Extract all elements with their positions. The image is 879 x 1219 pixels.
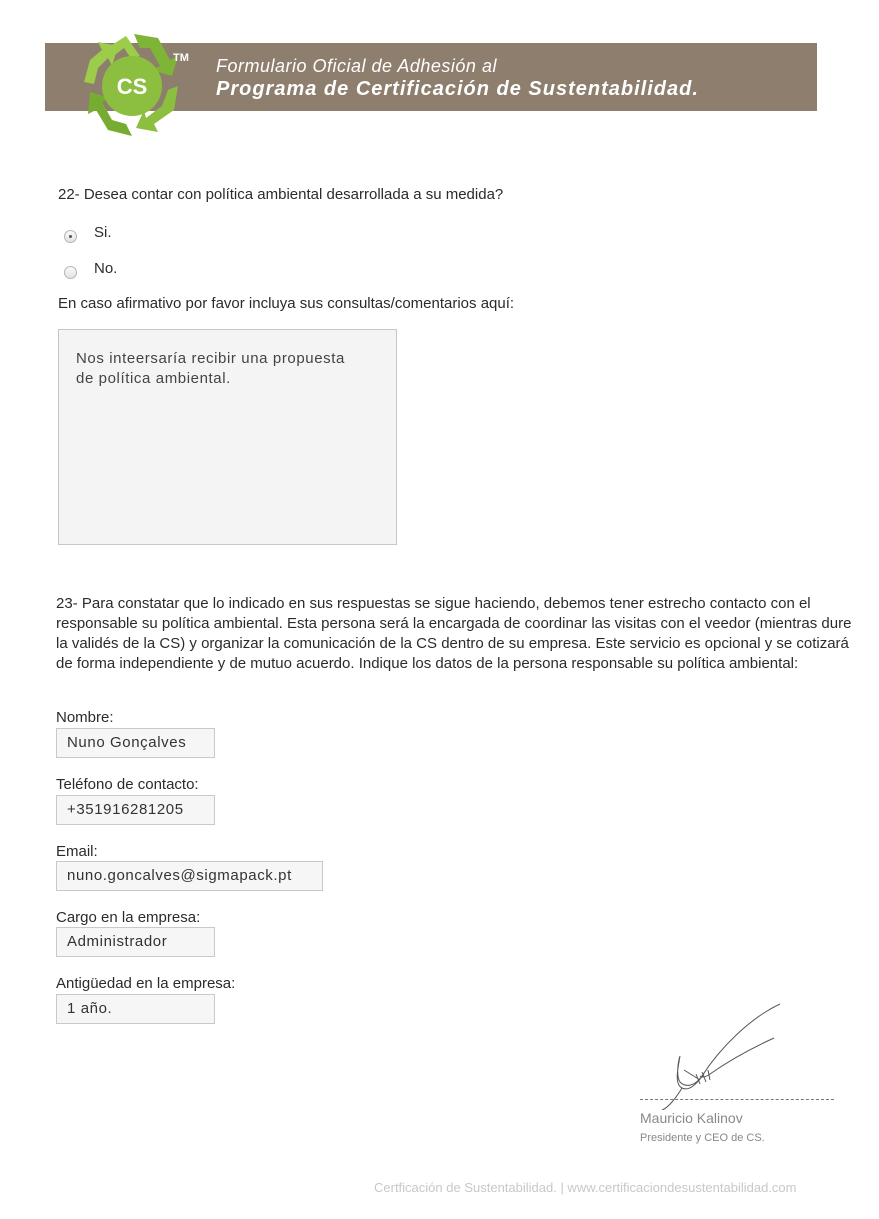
signatory-title: Presidente y CEO de CS. (640, 1132, 765, 1144)
question-22-text: 22- Desea contar con política ambiental desarrollada a su medida? (58, 186, 504, 203)
nombre-field[interactable]: Nuno Gonçalves (56, 728, 215, 758)
comment-prompt: En caso afirmativo por favor incluya sus consultas/comentarios aquí: (58, 295, 515, 312)
email-field[interactable]: nuno.goncalves@sigmapack.pt (56, 861, 323, 891)
signature-line (640, 1099, 834, 1100)
header-title-line1: Formulario Oficial de Adhesión al (216, 56, 497, 76)
field-label-email: Email: (56, 843, 98, 860)
antiguedad-field[interactable]: 1 año. (56, 994, 215, 1024)
question-23-text: 23- Para constatar que lo indicado en sus respuestas se sigue haciendo, debemos tener estrecho contacto con el responsable su política ambiental. Esta persona será la encargada de coordinar las visitas con el veedor (mientras dure la validés de la CS) y organizar la comunicación de la CS dentro de su empresa. Este servicio es opcional y se cotizará de forma independiente y de mutuo acuerdo. Indique los datos de la persona responsable su política ambiental: (56, 595, 852, 672)
page-footer: Certficación de Sustentabilidad. | www.certificaciondesustentabilidad.com (374, 1180, 797, 1195)
signatory-name: Mauricio Kalinov (640, 1110, 743, 1126)
field-label-cargo: Cargo en la empresa: (56, 909, 201, 926)
header-title-line2: Programa de Certificación de Sustentabilidad. (216, 78, 699, 100)
field-label-nombre: Nombre: (56, 709, 114, 726)
radio-button-si[interactable] (64, 230, 77, 243)
comments-textarea[interactable]: Nos inteersaría recibir una propuesta de política ambiental. (58, 329, 397, 545)
cs-recycle-logo (74, 30, 190, 140)
field-label-telefono: Teléfono de contacto: (56, 776, 199, 793)
logo-text: CS (116, 74, 148, 99)
cargo-field[interactable]: Administrador (56, 927, 215, 957)
trademark-mark: TM (173, 52, 189, 64)
field-label-antiguedad: Antigüedad en la empresa: (56, 975, 236, 992)
radio-label-si: Si. (94, 224, 112, 241)
telefono-field[interactable]: +351916281205 (56, 795, 215, 825)
radio-label-no: No. (94, 260, 118, 277)
handwritten-signature (640, 998, 790, 1110)
radio-button-no[interactable] (64, 266, 77, 279)
